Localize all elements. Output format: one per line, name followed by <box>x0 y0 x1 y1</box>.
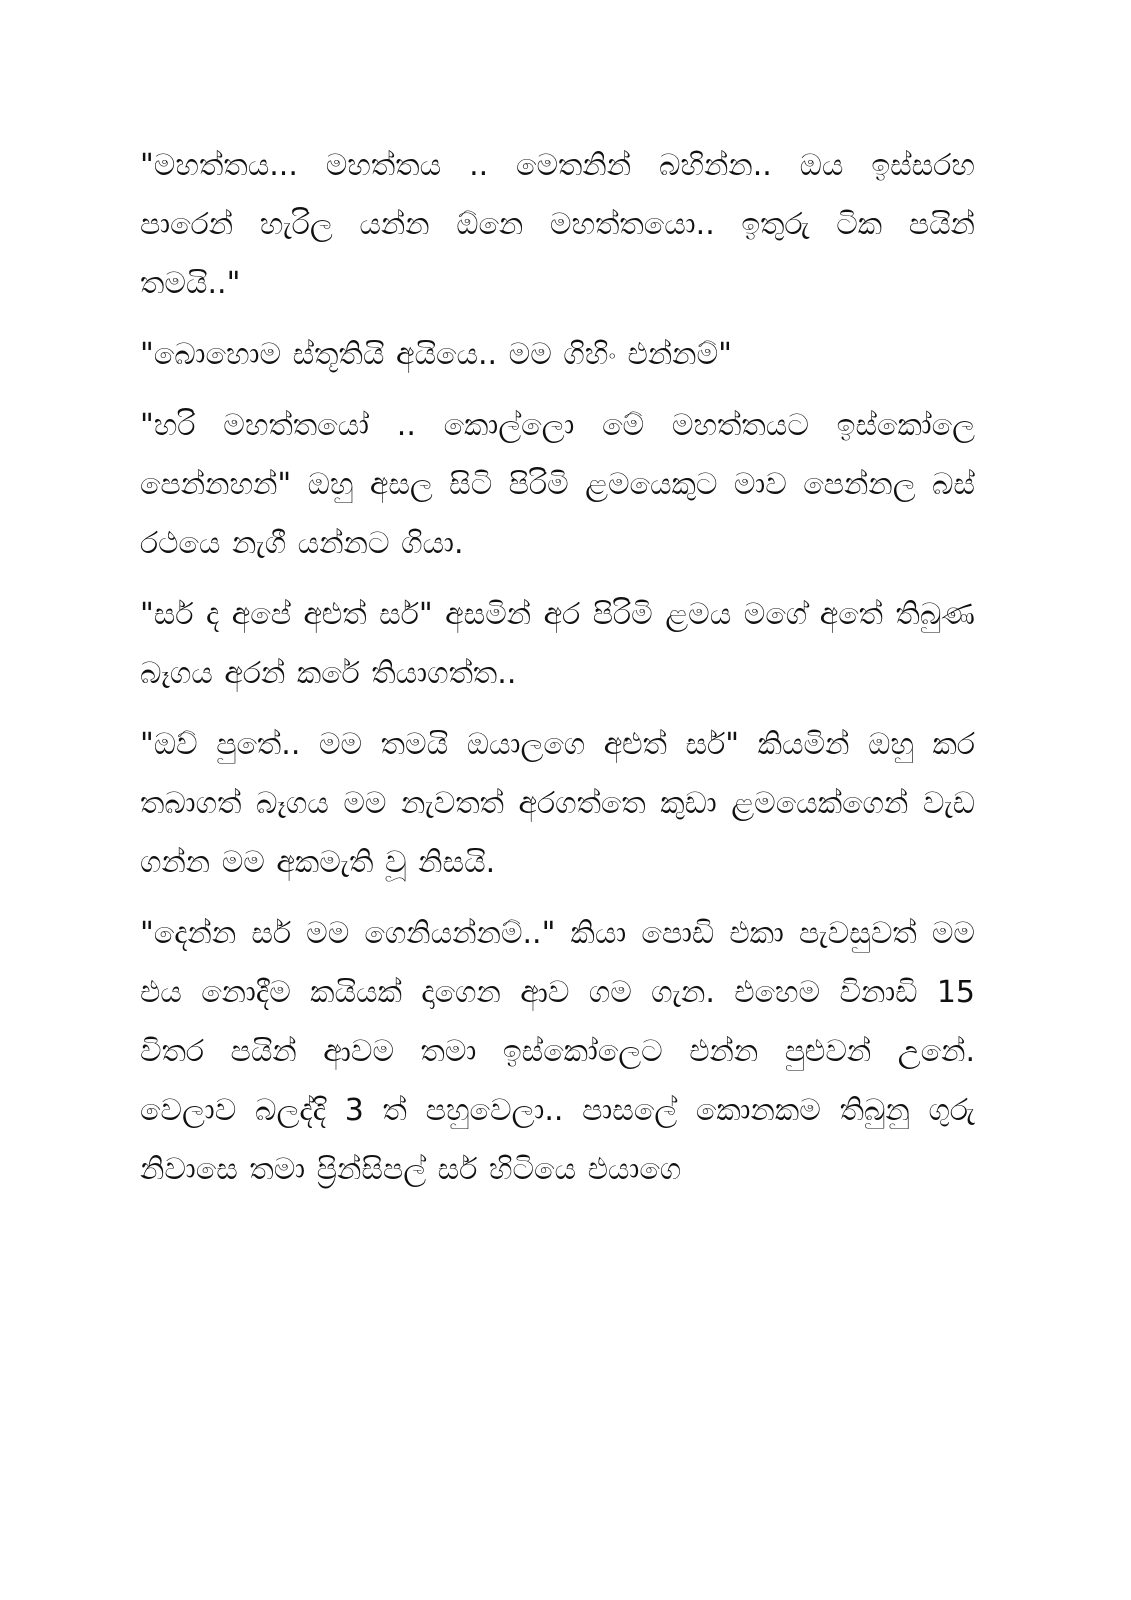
paragraph-5: "ඔව් පුතේ.. මම තමයි ඔයාලගෙ අළුත් සර්" කියමින් ඔහු කර තබාගත් බෑගය මම නැවතත් අරගත්තෙ කුඩා ළමයෙක්ගෙන් වැඩ ගන්න මම අකමැති වූ නිසයි. <box>140 727 975 880</box>
paragraph-4: "සර් ද අපේ අළුත් සර්" අසමින් අර පිරිමි ළමය මගේ අතේ තිබුණ බෑගය අරන් කරේ තියාගත්ත.. <box>140 597 975 691</box>
paragraph-3: "හරි මහත්තයෝ .. කොල්ලො මේ මහත්තයට ඉස්කෝලෙ පෙන්නහන්" ඔහු අසල සිටි පිරිමි ළමයෙකුට මාව පෙන්නල බස් රථයෙ නැගී යන්නට ගියා. <box>140 408 975 561</box>
paragraph-2: "බොහොම ස්තූතියි අයියෙ.. මම ගිහිං එන්නම්" <box>140 337 732 372</box>
story-text <box>140 136 975 1211</box>
paragraph-6: "දෙන්න සර් මම ගෙනියන්නම්.." කියා පොඩි එකා පැවසුවත් මම එය නොදීම කයියක් දාගෙන ආව ගම ගැන. එහෙම විනාඩි 15 විතර පයින් ආවම තමා ඉස්කෝලෙට එන්න පුළුවන් උනේ. වෙලාව බලද්දි 3 ත් පහුවෙලා.. පාසලේ කොනකම තිබුනු ගුරු නිවාසෙ තමා ප්‍රින්සිපල් සර් හිටියෙ එයාගෙ <box>140 916 975 1187</box>
paragraph-1: "මහත්තය... මහත්තය .. මෙතනින් බහින්න.. ඔය ඉස්සරහ පාරෙන් හැරිල යන්න ඕනෙ මහත්තයො.. ඉතුරු ටික පයින් තමයි.." <box>140 148 975 301</box>
